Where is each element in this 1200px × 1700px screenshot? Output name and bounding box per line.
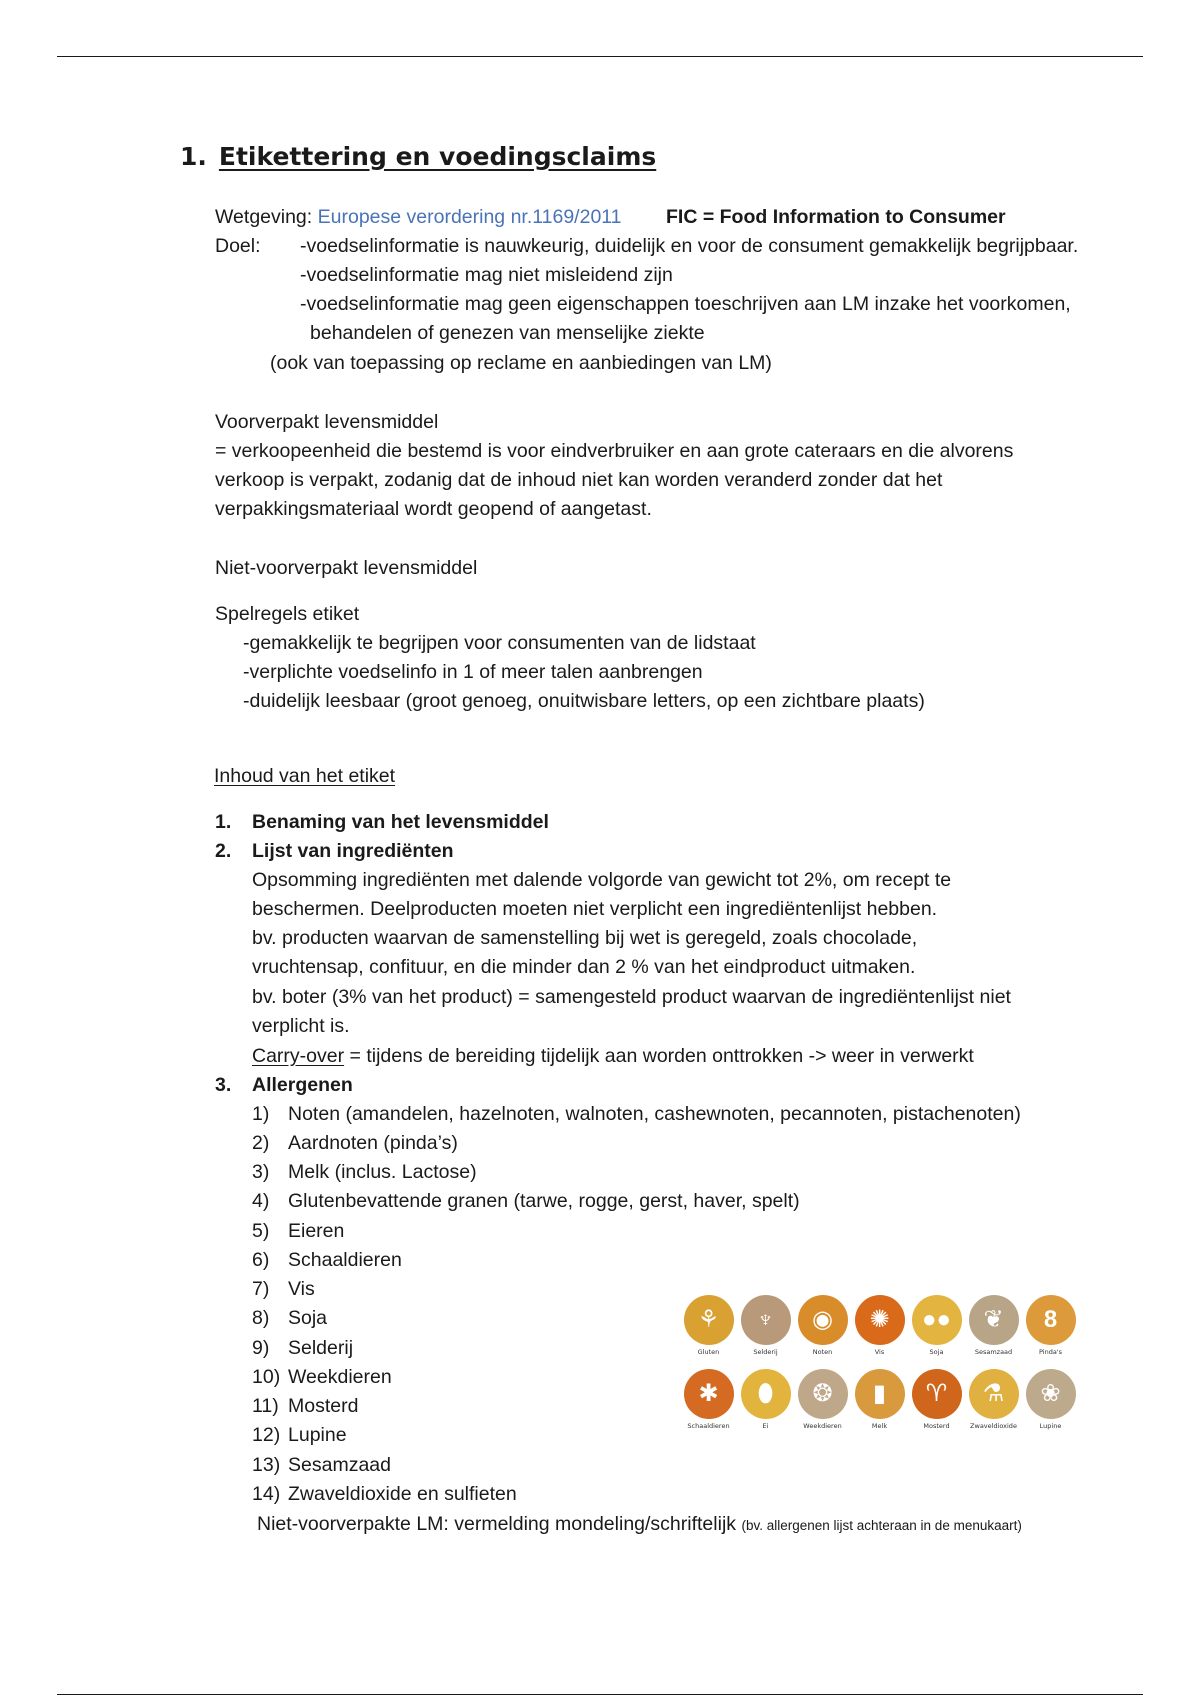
doel-label: Doel: — [215, 235, 261, 257]
allergen-item-text: Vis — [288, 1278, 315, 1300]
allergen-item-number: 13) — [252, 1454, 281, 1476]
inhoud-item-3-number: 3. — [215, 1074, 232, 1096]
inhoud-heading: Inhoud van het etiket — [214, 765, 396, 787]
niet-voorverpakt-note — [257, 1511, 1022, 1539]
niet-voorverpakt-note-main: Niet-voorverpakte LM: vermelding mondeling/schriftelijk — [257, 1513, 737, 1535]
allergen-icon-cell — [794, 1369, 851, 1431]
doel-line-3: -voedselinformatie mag geen eigenschappen toeschrijven aan LM inzake het voorkomen, — [300, 293, 1071, 315]
allergen-item-text: Schaaldieren — [288, 1249, 402, 1271]
spelregels-item-1: -gemakkelijk te begrijpen voor consumenten van de lidstaat — [243, 632, 756, 654]
ingredienten-line-1: Opsomming ingrediënten met dalende volgorde van gewicht tot 2%, om recept te — [252, 869, 952, 891]
doel-line-1: -voedselinformatie is nauwkeurig, duidelijk en voor de consument gemakkelijk begrijpbaar. — [300, 235, 1079, 257]
fish-icon: ✺ — [855, 1295, 905, 1345]
allergen-item-number: 9) — [252, 1337, 270, 1359]
allergen-icon-label: Sesamzaad — [974, 1348, 1013, 1356]
allergen-item-number: 10) — [252, 1366, 281, 1388]
inhoud-item-1-title: Benaming van het levensmiddel — [252, 811, 549, 833]
allergen-icon-label: Pinda's — [1039, 1348, 1062, 1356]
allergen-item-number: 3) — [252, 1161, 270, 1183]
wheat-icon: ⚘ — [684, 1295, 734, 1345]
niet-voorverpakt-heading: Niet-voorverpakt levensmiddel — [215, 557, 478, 579]
niet-voorverpakt-note-example: (bv. allergenen lijst achteraan in de menukaart) — [741, 1518, 1022, 1533]
doel-line-2: -voedselinformatie mag niet misleidend zijn — [300, 264, 673, 286]
allergen-icon-row-2 — [680, 1369, 1090, 1431]
allergen-item-text: Sesamzaad — [288, 1454, 391, 1476]
doel-line-4: behandelen of genezen van menselijke ziekte — [310, 322, 705, 344]
allergen-icon-cell — [965, 1295, 1022, 1357]
allergen-icon-cell — [851, 1369, 908, 1431]
voorverpakt-heading: Voorverpakt levensmiddel — [215, 411, 439, 433]
lupine-icon: ❀ — [1026, 1369, 1076, 1419]
voorverpakt-line-3: verpakkingsmateriaal wordt geopend of aangetast. — [215, 498, 652, 520]
fic-definition: FIC = Food Information to Consumer — [666, 206, 1006, 228]
peanut-icon: 8 — [1026, 1295, 1076, 1345]
allergen-icon-cell — [680, 1369, 737, 1431]
allergen-item-number: 11) — [252, 1395, 279, 1417]
allergen-icon-label: Weekdieren — [803, 1422, 842, 1430]
allergen-icon-label: Schaaldieren — [687, 1422, 730, 1430]
regulation-link[interactable]: Europese verordering nr.1169/2011 — [317, 206, 622, 228]
voorverpakt-line-2: verkoop is verpakt, zodanig dat de inhoud niet kan worden veranderd zonder dat het — [215, 469, 943, 491]
crab-icon: ✱ — [684, 1369, 734, 1419]
wetgeving-line — [215, 204, 622, 231]
allergen-icon-row-1 — [680, 1295, 1090, 1357]
milk-icon: ▮ — [855, 1369, 905, 1419]
allergen-item-text: Weekdieren — [288, 1366, 392, 1388]
flask-icon: ⚗ — [969, 1369, 1019, 1419]
allergen-icon-cell — [1022, 1295, 1079, 1357]
allergen-icon-cell — [794, 1295, 851, 1357]
allergen-icon-cell — [737, 1369, 794, 1431]
allergen-item-number: 4) — [252, 1190, 270, 1212]
shell-icon: ❂ — [798, 1369, 848, 1419]
page-bottom-rule — [57, 1694, 1143, 1695]
allergen-item-text: Melk (inclus. Lactose) — [288, 1161, 477, 1183]
allergen-item-text: Glutenbevattende granen (tarwe, rogge, gerst, haver, spelt) — [288, 1190, 800, 1212]
allergen-item-text: Mosterd — [288, 1395, 359, 1417]
allergen-item-number: 14) — [252, 1483, 281, 1505]
allergen-icon-label: Vis — [874, 1348, 885, 1356]
allergen-item-number: 2) — [252, 1132, 270, 1154]
celery-icon: ♆ — [741, 1295, 791, 1345]
allergen-icon-cell — [965, 1369, 1022, 1431]
allergen-icon-label: Zwaveldioxide — [970, 1422, 1017, 1430]
carry-over-line — [252, 1043, 974, 1070]
section-title: Etikettering en voedingsclaims — [218, 142, 657, 171]
allergen-icon-label: Selderij — [753, 1348, 778, 1356]
carry-over-term: Carry-over — [252, 1045, 345, 1067]
inhoud-item-2-number: 2. — [215, 840, 232, 862]
allergen-item-number: 12) — [252, 1424, 281, 1446]
allergen-item-text: Eieren — [288, 1220, 345, 1242]
spelregels-item-2: -verplichte voedselinfo in 1 of meer talen aanbrengen — [243, 661, 703, 683]
allergen-icon-label: Lupine — [1039, 1422, 1062, 1430]
nut-icon: ◉ — [798, 1295, 848, 1345]
allergen-item-text: Soja — [288, 1307, 328, 1329]
allergen-item-text: Lupine — [288, 1424, 347, 1446]
section-heading — [180, 140, 656, 174]
allergen-item-number: 7) — [252, 1278, 270, 1300]
allergen-icon-label: Ei — [762, 1422, 769, 1430]
inhoud-item-3-title: Allergenen — [252, 1074, 353, 1096]
allergen-icon-grid — [680, 1295, 1090, 1431]
carry-over-definition: = tijdens de bereiding tijdelijk aan worden onttrokken -> weer in verwerkt — [344, 1045, 974, 1067]
allergen-icon-label: Melk — [871, 1422, 888, 1430]
allergen-icon-cell — [1022, 1369, 1079, 1431]
ingredienten-line-6: verplicht is. — [252, 1015, 350, 1037]
ingredienten-line-4: vruchtensap, confituur, en die minder dan 2 % van het eindproduct uitmaken. — [252, 956, 916, 978]
allergen-icon-cell — [908, 1295, 965, 1357]
allergen-item-text: Noten (amandelen, hazelnoten, walnoten, cashewnoten, pecannoten, pistachenoten) — [288, 1103, 1021, 1125]
spelregels-heading: Spelregels etiket — [215, 603, 360, 625]
allergen-item-text: Aardnoten (pinda’s) — [288, 1132, 458, 1154]
page-top-rule — [57, 56, 1143, 57]
egg-icon: ⬮ — [741, 1369, 791, 1419]
voorverpakt-line-1: = verkoopeenheid die bestemd is voor eindverbruiker en aan grote cateraars en die alvorens — [215, 440, 1014, 462]
allergen-icon-label: Gluten — [697, 1348, 720, 1356]
wetgeving-label: Wetgeving: — [215, 206, 313, 228]
inhoud-item-1-number: 1. — [215, 811, 232, 833]
allergen-item-number: 8) — [252, 1307, 270, 1329]
allergen-item-number: 6) — [252, 1249, 270, 1271]
spelregels-item-3: -duidelijk leesbaar (groot genoeg, onuitwisbare letters, op een zichtbare plaats) — [243, 690, 925, 712]
section-number: 1. — [180, 142, 207, 171]
allergen-icon-label: Mosterd — [923, 1422, 950, 1430]
allergen-icon-cell — [851, 1295, 908, 1357]
allergen-icon-cell — [680, 1295, 737, 1357]
allergen-icon-cell — [908, 1369, 965, 1431]
allergen-icon-label: Soja — [929, 1348, 944, 1356]
soy-icon: ●● — [912, 1295, 962, 1345]
allergen-item-number: 1) — [252, 1103, 270, 1125]
allergen-icon-cell — [737, 1295, 794, 1357]
ingredienten-line-2: beschermen. Deelproducten moeten niet verplicht een ingrediëntenlijst hebben. — [252, 898, 938, 920]
doel-note: (ook van toepassing op reclame en aanbiedingen van LM) — [270, 352, 772, 374]
inhoud-item-2-title: Lijst van ingrediënten — [252, 840, 454, 862]
allergen-item-number: 5) — [252, 1220, 270, 1242]
allergen-item-text: Zwaveldioxide en sulfieten — [288, 1483, 517, 1505]
mustard-icon: ♈ — [912, 1369, 962, 1419]
ingredienten-line-5: bv. boter (3% van het product) = samengesteld product waarvan de ingrediëntenlijst niet — [252, 986, 1011, 1008]
allergen-icon-label: Noten — [812, 1348, 833, 1356]
allergen-item-text: Selderij — [288, 1337, 354, 1359]
ingredienten-line-3: bv. producten waarvan de samenstelling bij wet is geregeld, zoals chocolade, — [252, 927, 918, 949]
sesame-icon: ❦ — [969, 1295, 1019, 1345]
